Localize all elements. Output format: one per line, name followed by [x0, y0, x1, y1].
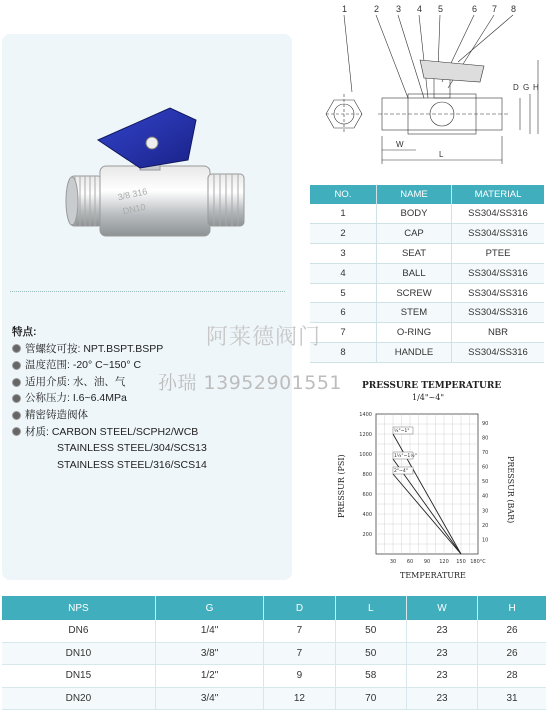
table-row: 8 HANDLE SS304/SS316 [310, 343, 544, 363]
feature-item: 适用介质: 水、油、气 [12, 374, 207, 391]
table-row: 4 BALL SS304/SS316 [310, 263, 544, 283]
callout-3: 3 [396, 4, 402, 14]
table-row: DN6 1/4" 7 50 23 26 [2, 620, 546, 642]
table-row: DN10 3/8" 7 50 23 26 [2, 642, 546, 665]
table-row: DN15 1/2" 9 58 23 28 [2, 665, 546, 688]
bullet-icon [12, 361, 21, 370]
callout-7: 7 [492, 4, 498, 14]
table-row: 1 BODY SS304/SS316 [310, 204, 544, 223]
divider [10, 291, 285, 292]
col-w: W [406, 596, 477, 620]
chart-subtitle: 1/4"~4" [412, 393, 445, 402]
dim-h: H [533, 83, 539, 92]
col-no: NO. [310, 185, 377, 204]
callout-8: 8 [511, 4, 517, 14]
features-list [12, 324, 207, 473]
y2-tick-label: 20 [482, 522, 489, 529]
bullet-icon [12, 378, 21, 387]
x-tick-label: 180°C [470, 559, 486, 565]
bullet-icon [12, 394, 21, 403]
dim-w: W [396, 140, 404, 149]
table-row: 3 SEAT PTEE [310, 243, 544, 263]
feature-item: 公称压力: I.6~6.4MPa [12, 390, 207, 407]
callout-6: 6 [472, 4, 478, 14]
chart-title: PRESSURE TEMPERATURE [362, 381, 502, 391]
valve-photo [20, 48, 280, 268]
x-tick-label: 120 [439, 559, 449, 565]
y-tick-label: 800 [362, 472, 372, 478]
dim-l: L [439, 150, 444, 159]
body-marking-2: DN10 [121, 201, 147, 217]
watermark-contact: 孙瑞 13952901551 [158, 372, 343, 394]
col-g: G [155, 596, 263, 620]
dims-header-row [2, 596, 546, 620]
table-row: 5 SCREW SS304/SS316 [310, 283, 544, 303]
table-row: 7 O-RING NBR [310, 323, 544, 343]
feature-item: 温度范围: -20° C~150° C [12, 357, 207, 374]
x-tick-label: 60 [406, 559, 414, 565]
series-label: 2"~4" [394, 469, 408, 474]
col-nps: NPS [2, 596, 155, 620]
y2-tick-label: 10 [482, 537, 489, 544]
y2-tick-label: 90 [482, 420, 489, 427]
feature-item: 材质: CARBON STEEL/SCPH2/WCB [12, 424, 207, 441]
technical-drawing [308, 2, 544, 170]
y-tick-label: 600 [362, 492, 372, 498]
chart-y2label: PRESSUR (BAR) [506, 456, 515, 524]
bullet-icon [12, 344, 21, 353]
pressure-temperature-chart [330, 378, 544, 580]
callout-2: 2 [374, 4, 380, 14]
col-d: D [264, 596, 335, 620]
callout-5: 5 [438, 4, 444, 14]
bullet-icon [12, 411, 21, 420]
x-tick-label: 90 [423, 559, 431, 565]
material-line: STAINLESS STEEL/316/SCS14 [57, 458, 207, 471]
col-l: L [335, 596, 406, 620]
callout-1: 1 [342, 4, 348, 14]
body-marking: 3/8 316 [116, 186, 149, 203]
y-tick-label: 200 [362, 532, 372, 538]
bullet-icon [12, 427, 21, 436]
col-material: MATERIAL [452, 185, 545, 204]
chart-ylabel: PRESSUR (PSI) [337, 454, 346, 518]
parts-table [310, 185, 544, 363]
y2-tick-label: 30 [482, 508, 489, 515]
y2-tick-label: 60 [482, 464, 489, 471]
y-tick-label: 1400 [359, 412, 372, 418]
dim-d: D [513, 83, 519, 92]
dim-g: G [523, 83, 530, 92]
y2-tick-label: 70 [482, 449, 489, 456]
y2-tick-label: 40 [482, 493, 489, 500]
feature-item: 管螺纹可按: NPT.BSPT.BSPP [12, 341, 207, 358]
plot-area [359, 412, 488, 565]
x-tick-label: 30 [389, 559, 397, 565]
series-label: 1¼"~1½" [394, 454, 417, 459]
callout-4: 4 [417, 4, 423, 14]
material-line: STAINLESS STEEL/304/SCS13 [57, 442, 207, 455]
series-label: ¼"~1" [394, 429, 410, 434]
y2-tick-label: 50 [482, 479, 489, 486]
chart-xlabel: TEMPERATURE [400, 571, 466, 580]
watermark-company: 阿莱德阀门 [206, 325, 322, 350]
table-row: 6 STEM SS304/SS316 [310, 303, 544, 323]
y-tick-label: 1200 [359, 432, 372, 438]
y-tick-label: 1000 [359, 452, 372, 458]
y-tick-label: 400 [362, 512, 372, 518]
x-tick-label: 150 [456, 559, 466, 565]
table-row: DN20 3/4" 12 70 23 31 [2, 687, 546, 710]
feature-item: 精密铸造阀体 [12, 407, 207, 424]
table-row: 2 CAP SS304/SS316 [310, 223, 544, 243]
y2-tick-label: 80 [482, 435, 489, 442]
col-name: NAME [377, 185, 452, 204]
features-title: 特点: [12, 326, 37, 338]
parts-header-row [310, 185, 544, 204]
dimensions-table [2, 596, 546, 710]
col-h: H [478, 596, 546, 620]
